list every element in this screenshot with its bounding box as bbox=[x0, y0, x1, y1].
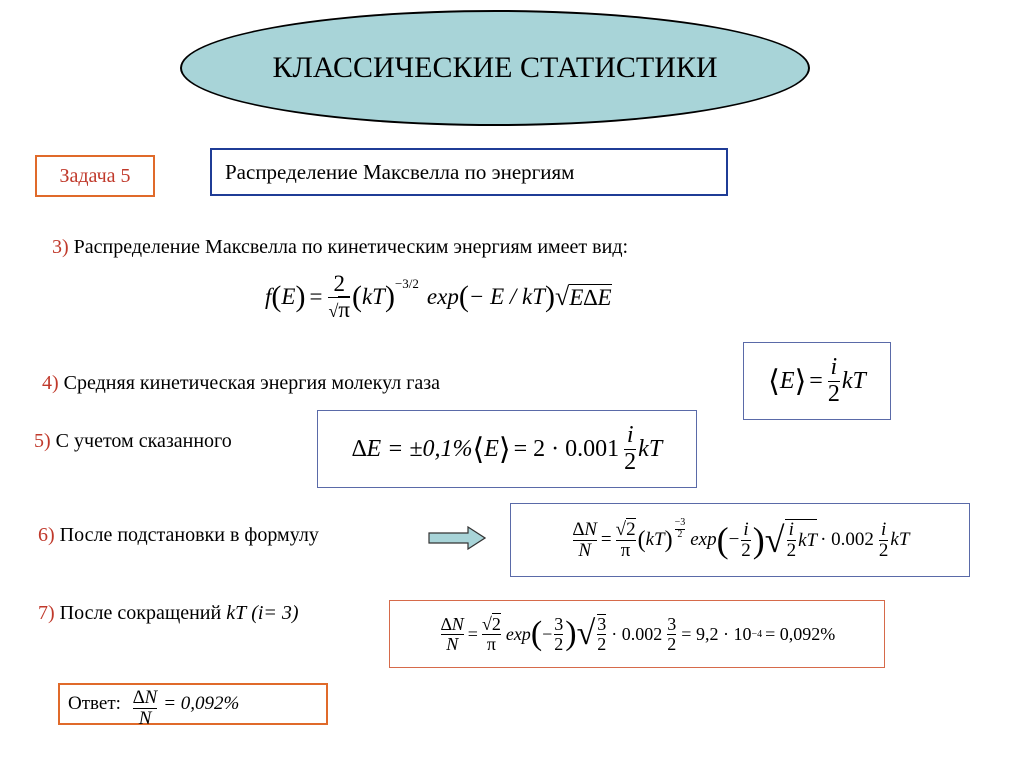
formula-fraction bbox=[667, 615, 676, 654]
formula-symbol: kT bbox=[638, 435, 663, 462]
formula-symbol: E∆E bbox=[569, 284, 612, 310]
formula-delta-e-box: ∆E = ±0,1% ⟨ E ⟩ = 2 · 0.001 $\frac{i}{2}$ kT bbox=[317, 410, 697, 488]
formula-fraction bbox=[741, 520, 751, 561]
title-ellipse bbox=[180, 10, 810, 126]
answer-value: = 0,092% bbox=[163, 693, 240, 714]
formula-symbol: 2 bbox=[827, 380, 840, 407]
step-text: С учетом сказанного bbox=[55, 430, 232, 452]
formula-exponent: −3/2 bbox=[394, 276, 419, 291]
step-number: 5) bbox=[34, 430, 51, 452]
formula-symbol: kT bbox=[890, 529, 910, 550]
answer-label: Ответ: bbox=[68, 693, 121, 714]
formula-mean-energy-box: ⟨ E ⟩ = $\frac{i}{2}$ kT bbox=[743, 342, 891, 420]
formula-symbol: π bbox=[486, 633, 496, 654]
formula-symbol: kT bbox=[841, 367, 866, 394]
formula-symbol: 2 bbox=[667, 633, 677, 654]
step-text: После сокращений bbox=[59, 602, 222, 624]
formula-symbol: 2 bbox=[626, 518, 636, 540]
formula-symbol: 2 bbox=[491, 613, 501, 634]
formula-symbol: i bbox=[788, 519, 794, 541]
formula-symbol: kT bbox=[645, 529, 665, 550]
step-text: Распределение Максвелла по кинетическим энергиям имеет вид: bbox=[73, 236, 629, 258]
formula-fraction bbox=[573, 520, 597, 561]
formula-symbol: − E / kT bbox=[468, 284, 546, 309]
formula-symbol: 3 bbox=[667, 613, 677, 634]
formula-fraction: $\frac{2}{√\pi}$ bbox=[328, 271, 350, 322]
formula-exponent: −4 bbox=[751, 628, 763, 640]
formula-symbol: N bbox=[446, 633, 459, 654]
page-title: КЛАССИЧЕСКИЕ СТАТИСТИКИ bbox=[272, 51, 718, 84]
formula-symbol: exp bbox=[426, 284, 459, 309]
formula-symbol: E bbox=[779, 367, 795, 394]
formula-symbol: = 2 · 0.001 bbox=[513, 435, 620, 462]
formula-fraction bbox=[554, 615, 563, 654]
step-5 bbox=[34, 430, 232, 453]
formula-fraction bbox=[828, 355, 840, 406]
formula-symbol: π bbox=[620, 539, 631, 561]
formula-fraction bbox=[133, 688, 157, 729]
step-7 bbox=[38, 602, 299, 625]
formula-symbol: ∆N bbox=[572, 518, 597, 540]
formula-fraction bbox=[787, 520, 797, 561]
formula-symbol: ∆N bbox=[440, 613, 464, 634]
formula-fraction bbox=[441, 615, 464, 654]
formula-symbol: 2 bbox=[741, 539, 751, 561]
formula-symbol: N bbox=[138, 707, 152, 729]
formula-fraction: $\frac{√2}{\pi}$ bbox=[481, 613, 501, 654]
formula-symbol: 2 bbox=[554, 633, 564, 654]
step-text: После подстановки в формулу bbox=[59, 524, 319, 546]
formula-symbol: = 0,092% bbox=[765, 623, 836, 644]
formula-fraction bbox=[597, 614, 606, 654]
formula-symbol: 2 bbox=[333, 271, 345, 297]
step-3 bbox=[52, 236, 628, 259]
formula-symbol: 3 bbox=[680, 517, 686, 528]
formula-result-box: $\frac{\Delta N}{N}$ = $\frac{√2}{\pi}$ exp ( − $\frac{3}{2}$ ) √ $\frac{3}{2}$ · 0.002 $\frac{3}{2}$ = 9,2 · 10 −4 = 0,092% bbox=[389, 600, 885, 668]
formula-fraction bbox=[879, 520, 889, 561]
task-label-box bbox=[35, 155, 155, 197]
answer-box bbox=[58, 683, 328, 729]
step-4 bbox=[42, 372, 440, 395]
formula-symbol: ∆E = ±0,1% bbox=[351, 435, 473, 462]
formula-fraction bbox=[624, 423, 636, 474]
heading-text: Распределение Максвелла по энергиям bbox=[225, 159, 575, 184]
formula-symbol: 2 bbox=[786, 540, 797, 561]
step-number: 3) bbox=[52, 236, 69, 258]
formula-symbol: · 0.002 bbox=[820, 529, 874, 550]
formula-symbol: 3 bbox=[554, 613, 564, 634]
formula-symbol: exp bbox=[690, 529, 717, 550]
formula-fraction: $\frac{√2}{\pi}$ bbox=[615, 518, 636, 561]
step-number: 6) bbox=[38, 524, 55, 546]
formula-symbol: E bbox=[281, 284, 296, 309]
step-number: 4) bbox=[42, 372, 59, 394]
formula-symbol: · 0.002 bbox=[611, 623, 663, 644]
formula-symbol: kT bbox=[798, 529, 818, 551]
formula-symbol: 2 bbox=[597, 634, 607, 654]
formula-symbol: exp bbox=[505, 623, 531, 644]
formula-symbol: f bbox=[265, 284, 272, 309]
step-text: Средняя кинетическая энергия молекул газа bbox=[63, 372, 441, 394]
formula-symbol: kT bbox=[361, 284, 385, 309]
step-6 bbox=[38, 524, 319, 547]
formula-maxwell-distribution: f ( E ) = $\frac{2}{√\pi}$ ( kT ) $^{-3/2}$ exp ( − E / kT ) √ E∆E bbox=[265, 271, 612, 322]
step-number: 7) bbox=[38, 602, 55, 624]
formula-symbol: i bbox=[626, 422, 634, 449]
formula-exponent: $\frac{-3}{2}$ bbox=[674, 517, 686, 540]
formula-symbol: E bbox=[484, 435, 499, 462]
heading-box bbox=[210, 148, 728, 196]
formula-symbol: = 9,2 · 10 bbox=[681, 623, 752, 644]
formula-symbol: ∆N bbox=[132, 686, 158, 708]
formula-symbol: N bbox=[578, 539, 592, 561]
formula-symbol: 2 bbox=[677, 528, 683, 540]
formula-substitution-box: $\frac{\Delta N}{N}$ = $\frac{√2}{\pi}$ ( kT ) $\frac{-3}{2}$ exp ( − $\frac{i}{2}$ ) √ $\frac{i}{2}$ kT · 0.002 $\frac{i}{2}$ kT bbox=[510, 503, 970, 577]
task-label: Задача 5 bbox=[59, 164, 131, 187]
formula-symbol: i bbox=[881, 518, 887, 540]
formula-symbol: i bbox=[743, 518, 749, 540]
formula-symbol: = bbox=[309, 284, 323, 309]
formula-symbol: π bbox=[338, 296, 350, 322]
formula-symbol: 2 bbox=[878, 539, 889, 561]
formula-symbol: 2 bbox=[624, 448, 637, 475]
right-arrow-icon bbox=[428, 526, 486, 555]
formula-symbol: 3 bbox=[597, 614, 607, 635]
step-kt: kT bbox=[226, 602, 247, 624]
step-condition: (i= 3) bbox=[251, 602, 299, 624]
formula-symbol: i bbox=[830, 354, 838, 381]
